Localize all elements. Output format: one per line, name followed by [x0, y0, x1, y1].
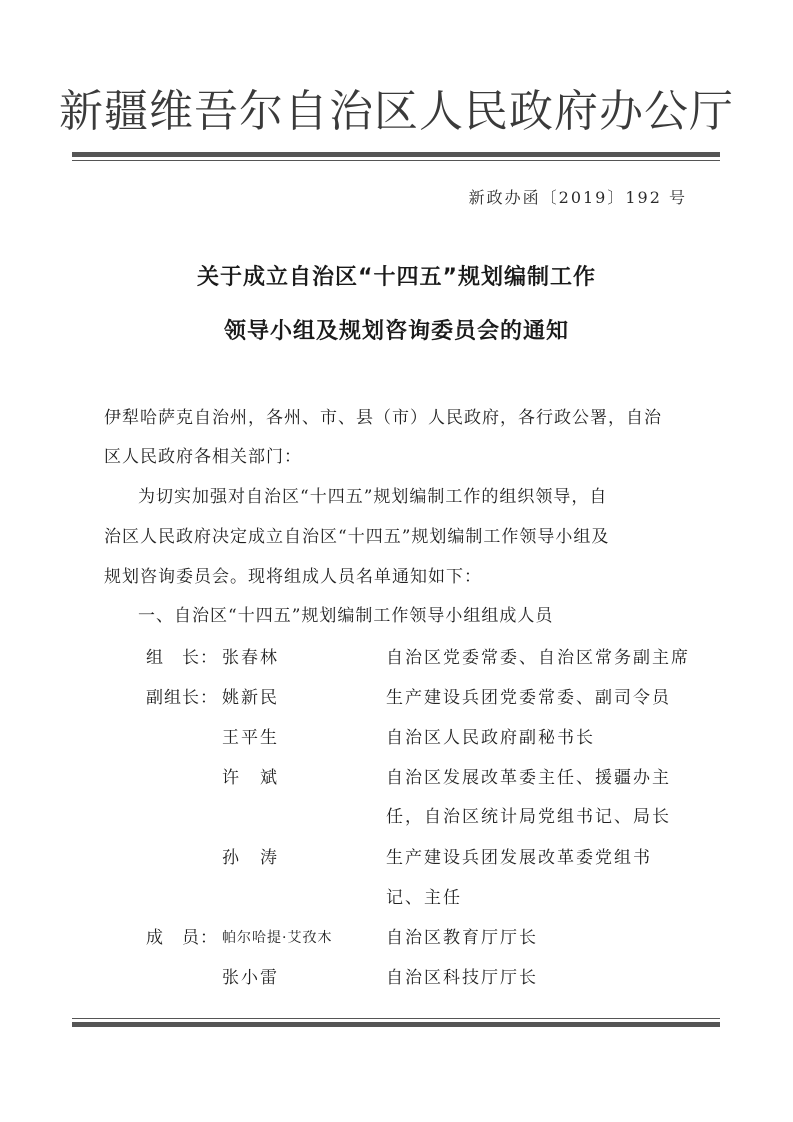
footer-rule-thin [72, 1018, 720, 1019]
member-role: 成 员： [146, 928, 218, 948]
member-name: 许 斌 [222, 768, 279, 788]
member-row [0, 966, 793, 996]
member-row [0, 766, 793, 796]
paragraph-1-line-3: 规划咨询委员会。现将组成人员名单通知如下： [104, 567, 482, 587]
member-position: 记、主任 [386, 888, 462, 908]
section-1-heading: 一、自治区“十四五”规划编制工作领导小组组成人员 [138, 606, 554, 626]
document-title-line-1: 关于成立自治区“十四五”规划编制工作 [197, 265, 596, 290]
member-position: 自治区科技厅厅长 [386, 968, 538, 988]
member-name: 张春林 [222, 648, 279, 668]
document-number: 新政办函〔2019〕192 号 [468, 188, 687, 207]
member-name: 帕尔哈提·艾孜木 [222, 930, 333, 946]
paragraph-1-line-1: 为切实加强对自治区“十四五”规划编制工作的组织领导，自 [138, 487, 608, 507]
issuing-organization-title: 新疆维吾尔自治区人民政府办公厅 [59, 86, 734, 137]
footer-rule-thick [72, 1022, 720, 1027]
member-name: 孙 涛 [222, 848, 279, 868]
member-name: 张小雷 [222, 968, 279, 988]
document-title-line-2: 领导小组及规划咨询委员会的通知 [223, 319, 569, 344]
paragraph-1-line-2: 治区人民政府决定成立自治区“十四五”规划编制工作领导小组及 [104, 527, 610, 547]
member-name: 姚新民 [222, 688, 279, 708]
member-name: 王平生 [222, 728, 279, 748]
member-row-continuation [0, 886, 793, 916]
member-position: 生产建设兵团发展改革委党组书 [386, 848, 652, 868]
member-row-continuation [0, 805, 793, 835]
member-position: 任，自治区统计局党组书记、局长 [386, 807, 671, 827]
member-position: 生产建设兵团党委常委、副司令员 [386, 688, 671, 708]
member-row [0, 646, 793, 676]
member-row [0, 926, 793, 956]
addressee-line-1: 伊犁哈萨克自治州，各州、市、县（市）人民政府，各行政公署，自治 [104, 408, 662, 428]
member-role: 副组长： [146, 688, 218, 708]
header-rule-thick [72, 152, 720, 157]
member-position: 自治区党委常委、自治区常务副主席 [386, 648, 690, 668]
addressee-line-2: 区人民政府各相关部门： [104, 447, 302, 467]
member-position: 自治区人民政府副秘书长 [386, 728, 595, 748]
member-position: 自治区教育厅厅长 [386, 928, 538, 948]
member-role: 组 长： [146, 648, 218, 668]
member-position: 自治区发展改革委主任、援疆办主 [386, 768, 671, 788]
member-row [0, 846, 793, 876]
header-rule-thin [72, 160, 720, 161]
member-row [0, 726, 793, 756]
member-row [0, 686, 793, 716]
